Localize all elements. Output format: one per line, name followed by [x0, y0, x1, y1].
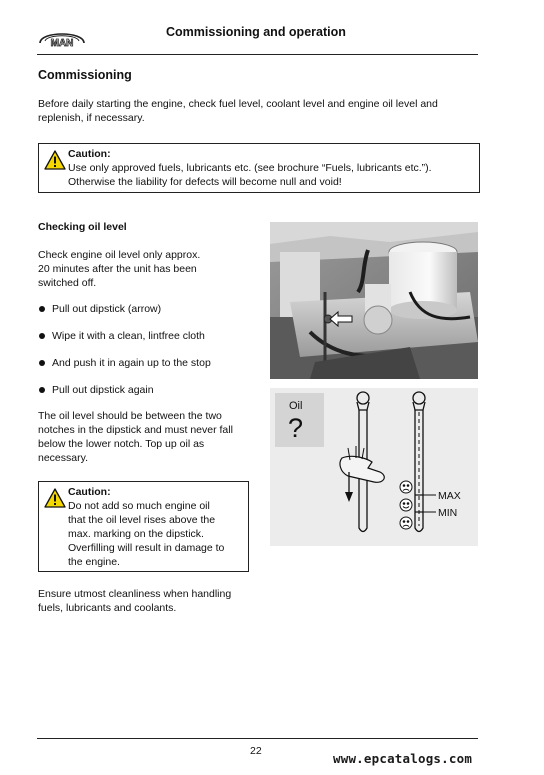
caution-line: that the oil level rises above the — [68, 514, 216, 526]
subsection-title: Checking oil level — [38, 221, 127, 233]
list-item: Wipe it with a clean, lintfree cloth — [38, 329, 258, 356]
list-item: Pull out dipstick again — [38, 383, 258, 410]
intro-paragraph: Before daily starting the engine, check fuel level, coolant level and engine oil level and replenish, if necessary. — [38, 98, 438, 124]
warning-triangle-icon — [44, 150, 66, 170]
man-logo — [37, 22, 87, 50]
caution-line: Use only approved fuels, lubricants etc. (see brochure “Fuels, lubricants etc.”). — [68, 162, 432, 174]
cleanliness-paragraph: Ensure utmost cleanliness when handling fuels, lubricants and coolants. — [38, 588, 232, 614]
header-divider — [37, 54, 478, 55]
list-item: Pull out dipstick (arrow) — [38, 302, 258, 329]
page-number: 22 — [250, 745, 262, 757]
list-item: And push it in again up to the stop — [38, 356, 258, 383]
caution-line: Otherwise the liability for defects will become null and void! — [68, 176, 342, 188]
sad-face-icon — [400, 517, 412, 529]
caution-box-fuels — [38, 143, 480, 193]
oil-check-steps — [38, 302, 258, 410]
caution-line: max. marking on the dipstick. — [68, 528, 204, 540]
diagram-oil-label: Oil — [289, 400, 303, 412]
caution-heading: Caution: — [68, 486, 111, 498]
caution-line: Do not add so much engine oil — [68, 500, 210, 512]
sad-face-icon — [400, 481, 412, 493]
dipstick-diagram — [270, 388, 478, 546]
watermark: www.epcatalogs.com — [333, 751, 473, 766]
caution-box-overfilling — [38, 481, 249, 572]
caution-line: Overfilling will result in damage to — [68, 542, 225, 554]
header-title: Commissioning and operation — [166, 25, 346, 39]
happy-face-icon — [400, 499, 412, 511]
diagram-question-mark: ? — [288, 413, 304, 443]
footer-divider — [37, 738, 478, 739]
oil-check-intro: Check engine oil level only approx. 20 minutes after the unit has been switched off. — [38, 249, 201, 289]
svg-text:MAN: MAN — [50, 38, 74, 49]
oil-level-paragraph: The oil level should be between the two notches in the dipstick and must never fall below the lower notch. Top up oil as necessary. — [38, 410, 233, 464]
section-title: Commissioning — [38, 68, 132, 82]
warning-triangle-icon — [44, 488, 66, 508]
max-label: MAX — [438, 490, 461, 502]
min-label: MIN — [438, 507, 458, 519]
caution-line: the engine. — [68, 556, 120, 568]
engine-photo — [270, 222, 478, 379]
caution-heading: Caution: — [68, 148, 111, 160]
